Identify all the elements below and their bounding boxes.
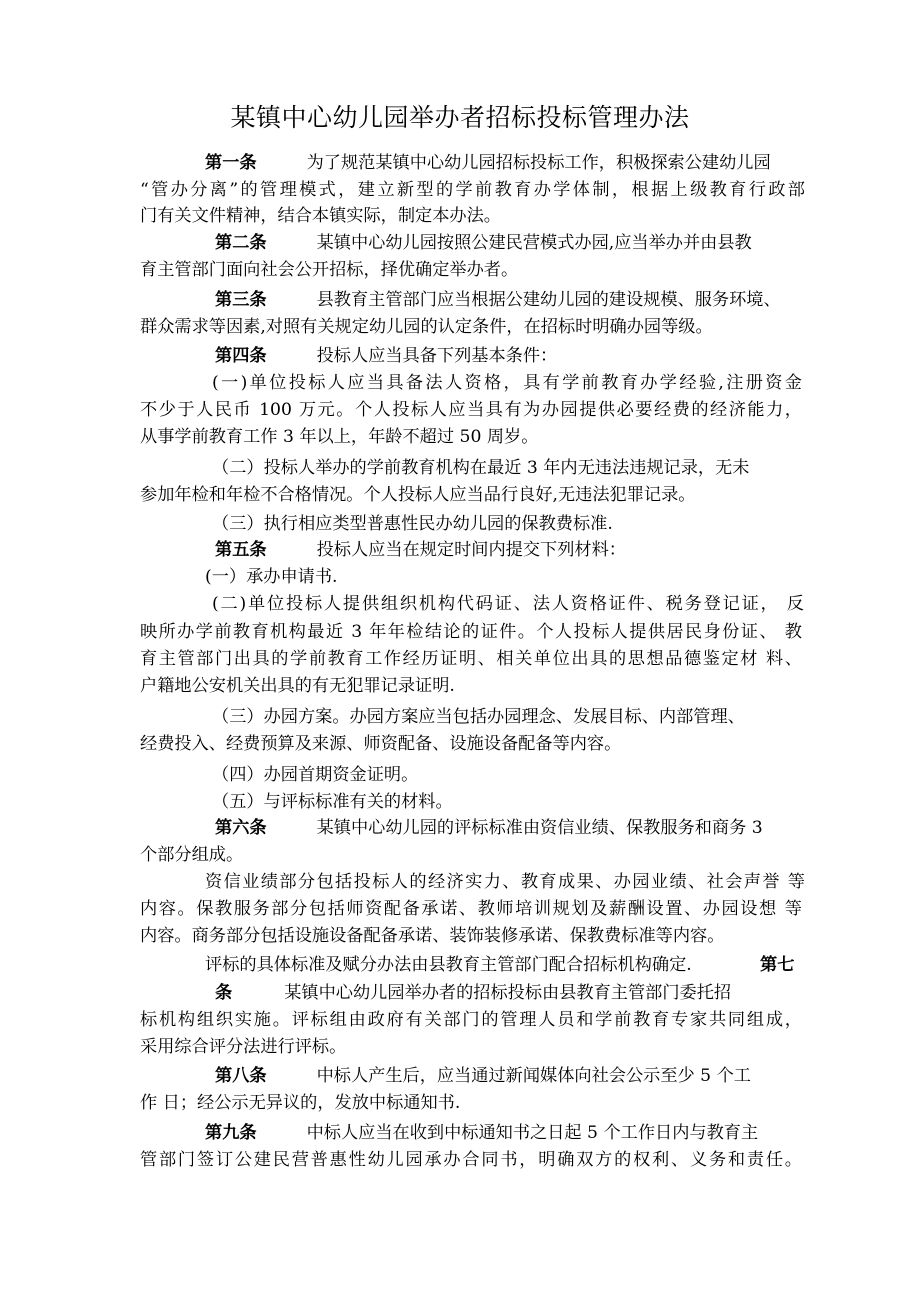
- article-4-label: 第四条: [215, 346, 267, 366]
- article-3-line: 第三条 县教育主管部门应当根据公建幼儿园的建设规模、服务环境、: [215, 290, 781, 310]
- article-1-line: 门有关文件精神，结合本镇实际，制定本办法。: [140, 206, 501, 226]
- article-4-line: （三）执行相应类型普惠性民办幼儿园的保教费标准.: [212, 514, 613, 534]
- article-5-line: (二)单位投标人提供组织机构代码证、法人资格证件、税务登记证， 反: [212, 594, 804, 614]
- article-7-label-suffix: 条: [215, 983, 233, 1003]
- article-4-line: 参加年检和年检不合格情况。个人投标人应当品行良好,无违法犯罪记录。: [140, 485, 696, 505]
- article-6-line: 评标的具体标准及赋分办法由县教育主管部门配合招标机构确定.: [205, 955, 692, 975]
- article-8-line: 作 日；经公示无异议的，发放中标通知书.: [140, 1093, 461, 1113]
- article-5-line: （四）办园首期资金证明。: [212, 765, 419, 785]
- article-5-label: 第五条: [215, 540, 267, 560]
- article-4-line: 不少于人民币 100 万元。个人投标人应当具有为办园提供必要经费的经济能力，: [140, 400, 802, 420]
- article-3-label: 第三条: [215, 290, 267, 310]
- article-5-line: 户籍地公安机关出具的有无犯罪记录证明.: [140, 676, 455, 696]
- article-4-line: (一)单位投标人应当具备法人资格，具有学前教育办学经验,注册资金: [212, 373, 802, 393]
- article-2-line: 第二条 某镇中心幼儿园按照公建民营模式办园,应当举办并由县教: [215, 233, 752, 253]
- article-6-line: 内容。商务部分包括设施设备配备承诺、装饰装修承诺、保教费标准等内容。: [140, 926, 725, 946]
- article-6-line: 资信业绩部分包括投标人的经济实力、教育成果、办园业绩、社会声誉 等: [205, 872, 805, 892]
- article-5-line: 育主管部门出具的学前教育工作经历证明、相关单位出具的思想品德鉴定材 料、: [140, 649, 802, 669]
- article-8-line: 第八条 中标人产生后，应当通过新闻媒体向社会公示至少 5 个工: [215, 1066, 751, 1086]
- article-7-label: 第七: [760, 955, 795, 975]
- article-7-line: 标机构组织实施。评标组由政府有关部门的管理人员和学前教育专家共同组成，: [140, 1010, 802, 1030]
- article-8-label: 第八条: [215, 1066, 267, 1086]
- article-5-line: 映所办学前教育机构最近 3 年年检结论的证件。个人投标人提供居民身份证、 教: [140, 622, 802, 642]
- article-7-line: 条 某镇中心幼儿园举办者的招标投标由县教育主管部门委托招: [215, 983, 732, 1003]
- article-9-line: 第九条 中标人应当在收到中标通知书之日起 5 个工作日内与教育主: [205, 1123, 759, 1143]
- article-5-line: 经费投入、经费预算及来源、师资配备、设施设备配备等内容。: [140, 734, 622, 754]
- document-title: 某镇中心幼儿园举办者招标投标管理办法: [230, 103, 690, 132]
- article-1-line: “管办分离”的管理模式，建立新型的学前教育办学体制，根据上级教育行政部: [140, 180, 805, 200]
- article-1-label: 第一条: [205, 153, 257, 173]
- article-4-line: 第四条 投标人应当具备下列基本条件：: [215, 346, 558, 366]
- article-9-label: 第九条: [205, 1123, 257, 1143]
- article-6-line: 个部分组成。: [140, 845, 244, 865]
- article-2-line: 育主管部门面向社会公开招标，择优确定举办者。: [140, 260, 519, 280]
- article-9-line: 管部门签订公建民营普惠性幼儿园承办合同书，明确双方的权利、义务和责任。: [140, 1150, 802, 1170]
- article-6-line: 内容。保教服务部分包括师资配备承诺、教师培训规划及薪酬设置、办园设想 等: [140, 899, 802, 919]
- article-6-label: 第六条: [215, 818, 267, 838]
- article-1-line: 第一条 为了规范某镇中心幼儿园招标投标工作，积极探索公建幼儿园: [205, 153, 771, 173]
- article-7-line: 采用综合评分法进行评标。: [140, 1037, 347, 1057]
- article-4-line: （二）投标人举办的学前教育机构在最近 3 年内无违法违规记录，无未: [212, 458, 750, 478]
- article-4-line: 从事学前教育工作 3 年以上，年龄不超过 50 周岁。: [140, 427, 539, 447]
- article-3-line: 群众需求等因素,对照有关规定幼儿园的认定条件，在招标时明确办园等级。: [140, 317, 713, 337]
- article-5-line: （三）办园方案。办园方案应当包括办园理念、发展目标、内部管理、: [212, 707, 745, 727]
- article-6-line: 第六条 某镇中心幼儿园的评标标准由资信业绩、保教服务和商务 3: [215, 818, 763, 838]
- article-5-line: 第五条 投标人应当在规定时间内提交下列材料：: [215, 540, 626, 560]
- article-2-label: 第二条: [215, 233, 267, 253]
- article-5-line: （五）与评标标准有关的材料。: [212, 792, 453, 812]
- article-5-line: (一）承办申请书.: [205, 567, 338, 587]
